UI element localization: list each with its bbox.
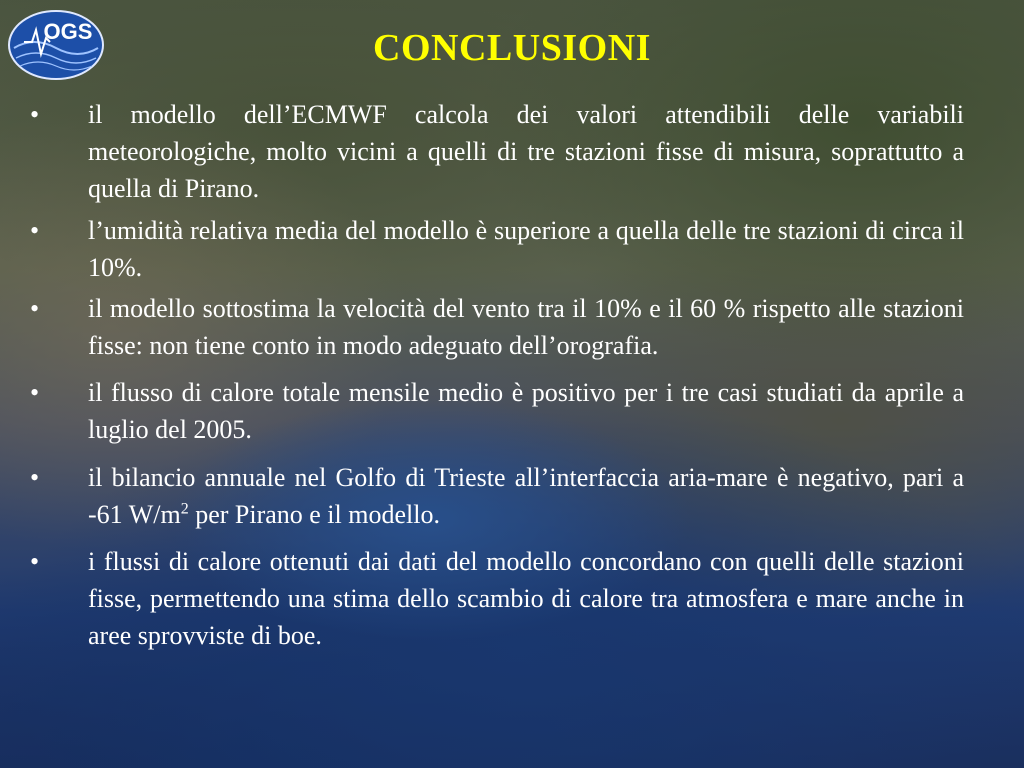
bullet-marker: • bbox=[30, 215, 40, 245]
bullet-marker: • bbox=[30, 100, 40, 129]
slide-title: CONCLUSIONI bbox=[373, 27, 651, 69]
superscript: 2 bbox=[180, 500, 189, 518]
list-item bbox=[30, 459, 964, 533]
bullet-marker: • bbox=[30, 546, 40, 576]
bullet-text: l’umidità relativa media del modello è superiore a quella delle tre stazioni di circa il 10%. bbox=[88, 215, 964, 282]
bullet-text: i flussi di calore ottenuti dai dati del modello concordano con quelli delle stazioni fisse, permettendo una stima dello scambio di calore tra atmosfera e mare anche in aree sprovviste di boe. bbox=[88, 546, 964, 651]
bullet-text: il modello dell’ECMWF calcola dei valori attendibili delle variabili meteorologiche, molto vicini a quelli di tre stazioni fisse di misura, soprattutto a quella di Pirano. bbox=[88, 100, 964, 204]
bullet-marker: • bbox=[30, 293, 40, 323]
bullet-marker: • bbox=[30, 462, 40, 492]
bullet-text: il modello sottostima la velocità del vento tra il 10% e il 60 % rispetto alle stazioni fisse: non tiene conto in modo adeguato dell’orografia. bbox=[88, 293, 964, 361]
bullet-text bbox=[88, 463, 964, 529]
bullet-text-before: il bilancio annuale nel Golfo di Trieste all’interfaccia aria-mare è negativo, pari a -61 W/m bbox=[88, 462, 964, 529]
bullet-marker: • bbox=[30, 378, 40, 408]
list-item bbox=[30, 374, 964, 448]
list-item bbox=[30, 212, 964, 286]
list-item bbox=[30, 290, 964, 364]
list-item bbox=[30, 543, 964, 655]
bullet-text-after: per Pirano e il modello. bbox=[188, 499, 440, 529]
svg-text:OGS: OGS bbox=[43, 19, 93, 44]
bullet-text: il flusso di calore totale mensile medio è positivo per i tre casi studiati da aprile a luglio del 2005. bbox=[88, 378, 964, 445]
list-item bbox=[30, 96, 964, 208]
conclusions-list bbox=[30, 96, 964, 658]
